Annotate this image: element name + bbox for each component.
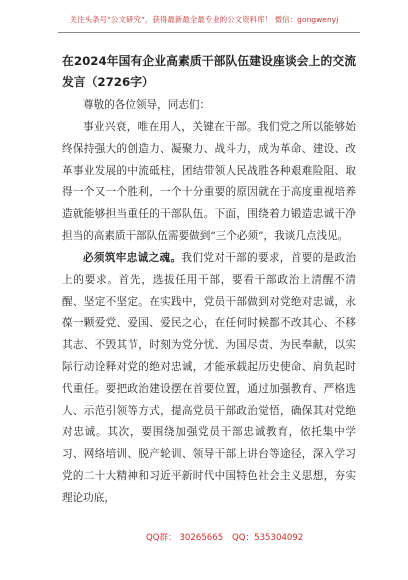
footer: [0, 531, 408, 545]
paragraph-2-lead: 必须筑牢忠诚之魂。: [83, 252, 182, 264]
footer-qq-contact: QQ：535304092: [232, 533, 304, 543]
document-title: 在2024年国有企业高素质干部队伍建设座谈会上的交流发言（2726字）: [62, 54, 356, 89]
paragraph-2-body: 我们党对干部的要求，首要的是政治上的要求。首先，选拔任用干部，要看干部政治上清醒不清醒、坚定不坚定。在实践中，党员干部做到对党绝对忠诚，永葆一颗爱党、爱国、爱民之心，在任何时候都不改其心、不移其志、不毁其节，时刻为党分忧、为国尽责、为民奉献，以实际行动诠释对党的绝对忠诚，才能承载起历史使命、肩负起时代重任。要把政治建设摆在首要位置，通过加强教育、严格选人、示范引领等方式，提高党员干部政治觉悟，确保其对党绝对忠诚。其次，要围绕加强党员干部忠诚教育，依托集中学习、网络培训、脱产轮训、领导干部上讲台等途径，深入学习党的二十大精神和习近平新时代中国特色社会主义思想，夯实理论功底，: [62, 252, 357, 504]
footer-qq-group: QQ群： 30265665: [146, 533, 224, 543]
header-divider: [58, 32, 360, 33]
greeting: 尊敬的各位领导，同志们：: [83, 99, 211, 111]
paragraph-1: 事业兴衰，唯在用人，关键在干部。我们党之所以能够始终保持强大的创造力、凝聚力、战斗力，成为革命、建设、改革事业发展的中流砥柱，团结带领人民战胜各种艰难险阻、取得一个又一个胜利，一个十分重要的原因就在于高度重视培养造就能够担当重任的干部队伍。下面，围绕着力锻造忠诚干净担当的高素质干部队伍需要做到“三个必须”，我谈几点浅见。: [62, 121, 356, 242]
header-banner: 关注头条号“公文研究”，获得最新最全最专业的公文资料库！ 微信：gongwenyj: [69, 15, 339, 24]
paragraph-2: [62, 248, 356, 510]
